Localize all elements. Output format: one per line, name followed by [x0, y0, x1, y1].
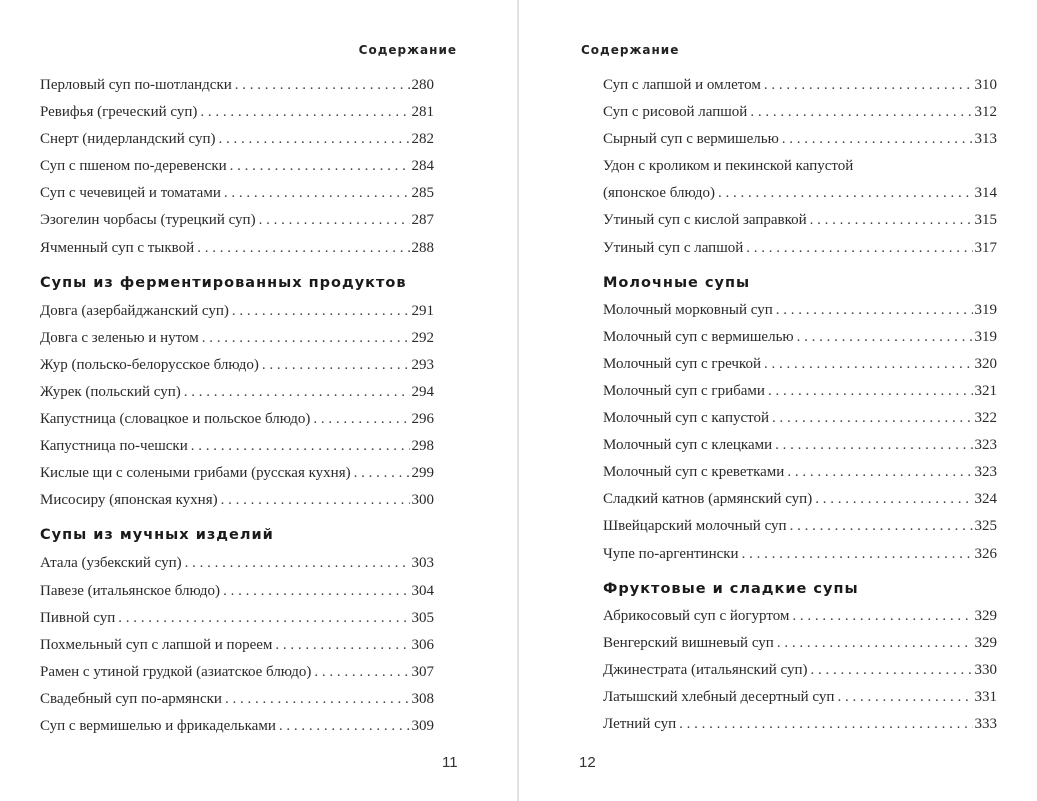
- dot-leader: [279, 713, 410, 740]
- toc-group: [40, 72, 434, 262]
- dot-leader: [768, 378, 973, 405]
- dot-leader: [313, 406, 409, 433]
- toc-entry: [603, 432, 997, 459]
- toc-entry: [40, 325, 434, 352]
- toc-entry: [40, 433, 434, 460]
- toc-entry-title: Молочный суп с креветками: [603, 464, 785, 481]
- dot-leader: [792, 603, 972, 630]
- dot-leader: [746, 235, 972, 262]
- toc-entry: [40, 578, 434, 605]
- toc-entry: [40, 153, 434, 180]
- dot-leader: [764, 351, 973, 378]
- toc-entry: [603, 657, 997, 684]
- toc-entry-title: Чупе по-аргентински: [603, 545, 739, 562]
- toc-entry-page: 306: [411, 636, 434, 653]
- toc-entry-title: Снерт (нидерландский суп): [40, 131, 216, 148]
- toc-entry-page: 323: [974, 464, 997, 481]
- running-head: Содержание: [358, 43, 457, 57]
- toc-entry: [40, 126, 434, 153]
- toc-entry-page: 326: [974, 545, 997, 562]
- toc-entry-page: 294: [411, 383, 434, 400]
- toc-entry-title: Пивной суп: [40, 609, 116, 626]
- dot-leader: [679, 711, 972, 738]
- dot-leader: [750, 99, 972, 126]
- section-title: Фруктовые и сладкие супы: [603, 580, 859, 597]
- toc-entry-title: Летний суп: [603, 715, 677, 732]
- toc-entry-page: 321: [974, 382, 997, 399]
- toc-entry: [603, 513, 997, 540]
- toc-entry: [40, 659, 434, 686]
- dot-leader: [185, 550, 410, 577]
- table-of-contents: [603, 72, 997, 738]
- section-title: Супы из ферментированных продуктов: [40, 274, 407, 291]
- toc-entry-title: Суп с чечевицей и томатами: [40, 185, 221, 202]
- toc-entry-page: 308: [411, 690, 434, 707]
- dot-leader: [810, 207, 973, 234]
- toc-entry-title: Эзогелин чорбасы (турецкий суп): [40, 212, 256, 229]
- dot-leader: [275, 632, 409, 659]
- toc-entry: [603, 405, 997, 432]
- toc-entry: [40, 180, 434, 207]
- toc-entry-title: Довга с зеленью и нутом: [40, 329, 199, 346]
- toc-entry: [603, 603, 997, 630]
- toc-entry: [603, 486, 997, 513]
- toc-entry-title: Абрикосовый суп с йогуртом: [603, 607, 790, 624]
- dot-leader: [354, 460, 410, 487]
- toc-entry-title: Молочный суп с вермишелью: [603, 328, 794, 345]
- toc-entry: [40, 72, 434, 99]
- toc-entry-page: 293: [411, 356, 434, 373]
- toc-entry-page: 285: [411, 185, 434, 202]
- toc-entry-page: 329: [974, 607, 997, 624]
- toc-entry-title: Молочный суп с грибами: [603, 382, 765, 399]
- toc-entry: [603, 630, 997, 657]
- dot-leader: [225, 686, 410, 713]
- dot-leader: [191, 433, 410, 460]
- dot-leader: [811, 657, 973, 684]
- toc-entry-page: 329: [974, 634, 997, 651]
- toc-entry-page: 291: [411, 302, 434, 319]
- toc-entry: [603, 711, 997, 738]
- toc-entry-title: Капустница по-чешски: [40, 438, 188, 455]
- toc-entry: [40, 207, 434, 234]
- dot-leader: [202, 325, 410, 352]
- dot-leader: [184, 379, 410, 406]
- dot-leader: [777, 630, 973, 657]
- dot-leader: [797, 324, 973, 351]
- dot-leader: [235, 72, 410, 99]
- toc-entry-page: 330: [974, 661, 997, 678]
- dot-leader: [259, 207, 410, 234]
- toc-entry: [603, 378, 997, 405]
- toc-entry: [603, 235, 997, 262]
- dot-leader: [742, 541, 973, 568]
- dot-leader: [118, 605, 409, 632]
- toc-entry-page: 319: [974, 328, 997, 345]
- toc-entry-page: 288: [411, 239, 434, 256]
- toc-entry: [40, 298, 434, 325]
- toc-entry: [40, 686, 434, 713]
- toc-entry-title: Павезе (итальянское блюдо): [40, 582, 221, 599]
- toc-entry-page: 317: [974, 239, 997, 256]
- toc-entry-page: 300: [411, 492, 434, 509]
- dot-leader: [200, 99, 409, 126]
- dot-leader: [837, 684, 972, 711]
- toc-entry: [40, 550, 434, 577]
- toc-entry-page: 313: [974, 131, 997, 148]
- toc-entry-title: Жур (польско-белорусское блюдо): [40, 356, 259, 373]
- dot-leader: [224, 180, 410, 207]
- toc-entry-title: Швейцарский молочный суп: [603, 518, 787, 535]
- toc-entry: [603, 459, 997, 486]
- dot-leader: [790, 513, 973, 540]
- dot-leader: [197, 235, 409, 262]
- toc-entry-title: Перловый суп по-шотландски: [40, 77, 232, 93]
- dot-leader: [232, 298, 410, 325]
- toc-entry-title: Кислые щи с солеными грибами (русская кухня): [40, 465, 351, 482]
- toc-entry: [40, 406, 434, 433]
- dot-leader: [782, 126, 973, 153]
- toc-group: [603, 297, 997, 568]
- toc-entry: [603, 324, 997, 351]
- toc-entry-page: 320: [974, 355, 997, 372]
- toc-entry: [603, 180, 997, 207]
- toc-entry-page: 322: [974, 410, 997, 427]
- dot-leader: [718, 180, 972, 207]
- running-head: Содержание: [581, 43, 680, 57]
- toc-entry: [40, 460, 434, 487]
- toc-entry: [40, 605, 434, 632]
- toc-entry: [40, 99, 434, 126]
- toc-entry-page: 323: [974, 437, 997, 454]
- toc-entry-title: Джинестрата (итальянский суп): [603, 661, 808, 678]
- toc-entry-title: Журек (польский суп): [40, 383, 181, 400]
- page-number: 12: [579, 754, 596, 771]
- toc-entry-title: Мисосиру (японская кухня): [40, 492, 218, 509]
- toc-entry-title: Молочный суп с клецками: [603, 437, 773, 454]
- dot-leader: [221, 487, 410, 514]
- section-title: Супы из мучных изделий: [40, 527, 274, 544]
- toc-entry: [40, 713, 434, 740]
- dot-leader: [776, 297, 973, 324]
- toc-entry: [40, 352, 434, 379]
- toc-entry: [40, 487, 434, 514]
- toc-entry: [603, 99, 997, 126]
- toc-group: [603, 207, 997, 261]
- toc-entry-page: 331: [974, 688, 997, 705]
- page-number: 11: [442, 754, 458, 771]
- toc-entry-title: Сырный суп с вермишелью: [603, 131, 779, 148]
- toc-entry-page: 280: [411, 77, 434, 93]
- dot-leader: [314, 659, 409, 686]
- toc-entry-page: 298: [411, 438, 434, 455]
- toc-entry-page: 284: [411, 158, 434, 175]
- toc-entry-title: Ревифья (греческий суп): [40, 104, 198, 121]
- toc-entry-page: 282: [411, 131, 434, 148]
- toc-entry-page: 281: [411, 104, 434, 121]
- dot-leader: [230, 153, 410, 180]
- toc-entry: [603, 72, 997, 99]
- toc-entry: [40, 632, 434, 659]
- toc-entry: [603, 541, 997, 568]
- toc-entry-page: 333: [974, 715, 997, 732]
- toc-entry-page: 325: [974, 518, 997, 535]
- toc-entry-page: 319: [974, 301, 997, 318]
- toc-entry-title: Суп с рисовой лапшой: [603, 104, 748, 121]
- toc-entry-title: Довга (азербайджанский суп): [40, 302, 229, 319]
- toc-entry: [603, 207, 997, 234]
- toc-entry-page: 307: [411, 663, 434, 680]
- toc-group: [40, 550, 434, 740]
- dot-leader: [775, 432, 972, 459]
- right-page: [519, 0, 1037, 801]
- toc-entry-title: Утиный суп с кислой заправкой: [603, 212, 807, 229]
- toc-group: [603, 603, 997, 738]
- dot-leader: [223, 578, 409, 605]
- toc-entry: [603, 126, 997, 153]
- table-of-contents: [40, 72, 434, 740]
- toc-entry: [603, 297, 997, 324]
- toc-entry-title: Молочный суп с капустой: [603, 410, 770, 427]
- toc-entry: [40, 235, 434, 262]
- dot-leader: [787, 459, 972, 486]
- dot-leader: [815, 486, 972, 513]
- toc-entry-page: 296: [411, 411, 434, 428]
- toc-entry-page: 299: [411, 465, 434, 482]
- dot-leader: [772, 405, 972, 432]
- dot-leader: [262, 352, 410, 379]
- toc-entry-title: Утиный суп с лапшой: [603, 239, 744, 256]
- toc-entry-title: Суп с вермишелью и фрикадельками: [40, 717, 276, 734]
- toc-entry-title: Суп с лапшой и омлетом: [603, 77, 761, 93]
- toc-entry-page: 314: [974, 185, 997, 202]
- toc-entry-page: 303: [411, 555, 434, 572]
- toc-entry-page: 312: [974, 104, 997, 121]
- toc-entry-page: 304: [411, 582, 434, 599]
- toc-entry-title: Свадебный суп по-армянски: [40, 690, 222, 707]
- toc-entry-page: 292: [411, 329, 434, 346]
- toc-entry: [603, 351, 997, 378]
- toc-entry-page: 315: [974, 212, 997, 229]
- toc-entry-title: Сладкий катнов (армянский суп): [603, 491, 813, 508]
- toc-entry-page: 309: [411, 717, 434, 734]
- toc-entry-title: Молочный суп с гречкой: [603, 355, 761, 372]
- dot-leader: [218, 126, 409, 153]
- toc-entry-title: (японское блюдо): [603, 185, 716, 202]
- toc-entry-title: Молочный морковный суп: [603, 301, 773, 318]
- toc-entry-title: Латышский хлебный десертный суп: [603, 688, 835, 705]
- toc-entry-page: 305: [411, 609, 434, 626]
- toc-entry-page: 310: [974, 77, 997, 93]
- toc-entry-title: Суп с пшеном по-деревенски: [40, 158, 227, 175]
- section-title: Молочные супы: [603, 274, 751, 291]
- toc-entry: [603, 684, 997, 711]
- toc-group: [603, 72, 997, 153]
- toc-entry-title-line: Удон с кроликом и пекинской капустой: [603, 158, 854, 175]
- toc-entry-title: Венгерский вишневый суп: [603, 634, 774, 651]
- toc-entry-title: Похмельный суп с лапшой и пореем: [40, 636, 273, 653]
- left-page: [0, 0, 518, 801]
- toc-entry-title: Атала (узбекский суп): [40, 555, 182, 572]
- toc-entry-title: Ячменный суп с тыквой: [40, 239, 195, 256]
- toc-entry: [40, 379, 434, 406]
- toc-entry-page: 287: [411, 212, 434, 229]
- toc-entry-page: 324: [974, 491, 997, 508]
- dot-leader: [764, 72, 973, 99]
- toc-group: [40, 298, 434, 515]
- toc-entry-title: Рамен с утиной грудкой (азиатское блюдо): [40, 663, 312, 680]
- toc-entry-title: Капустница (словацкое и польское блюдо): [40, 411, 311, 428]
